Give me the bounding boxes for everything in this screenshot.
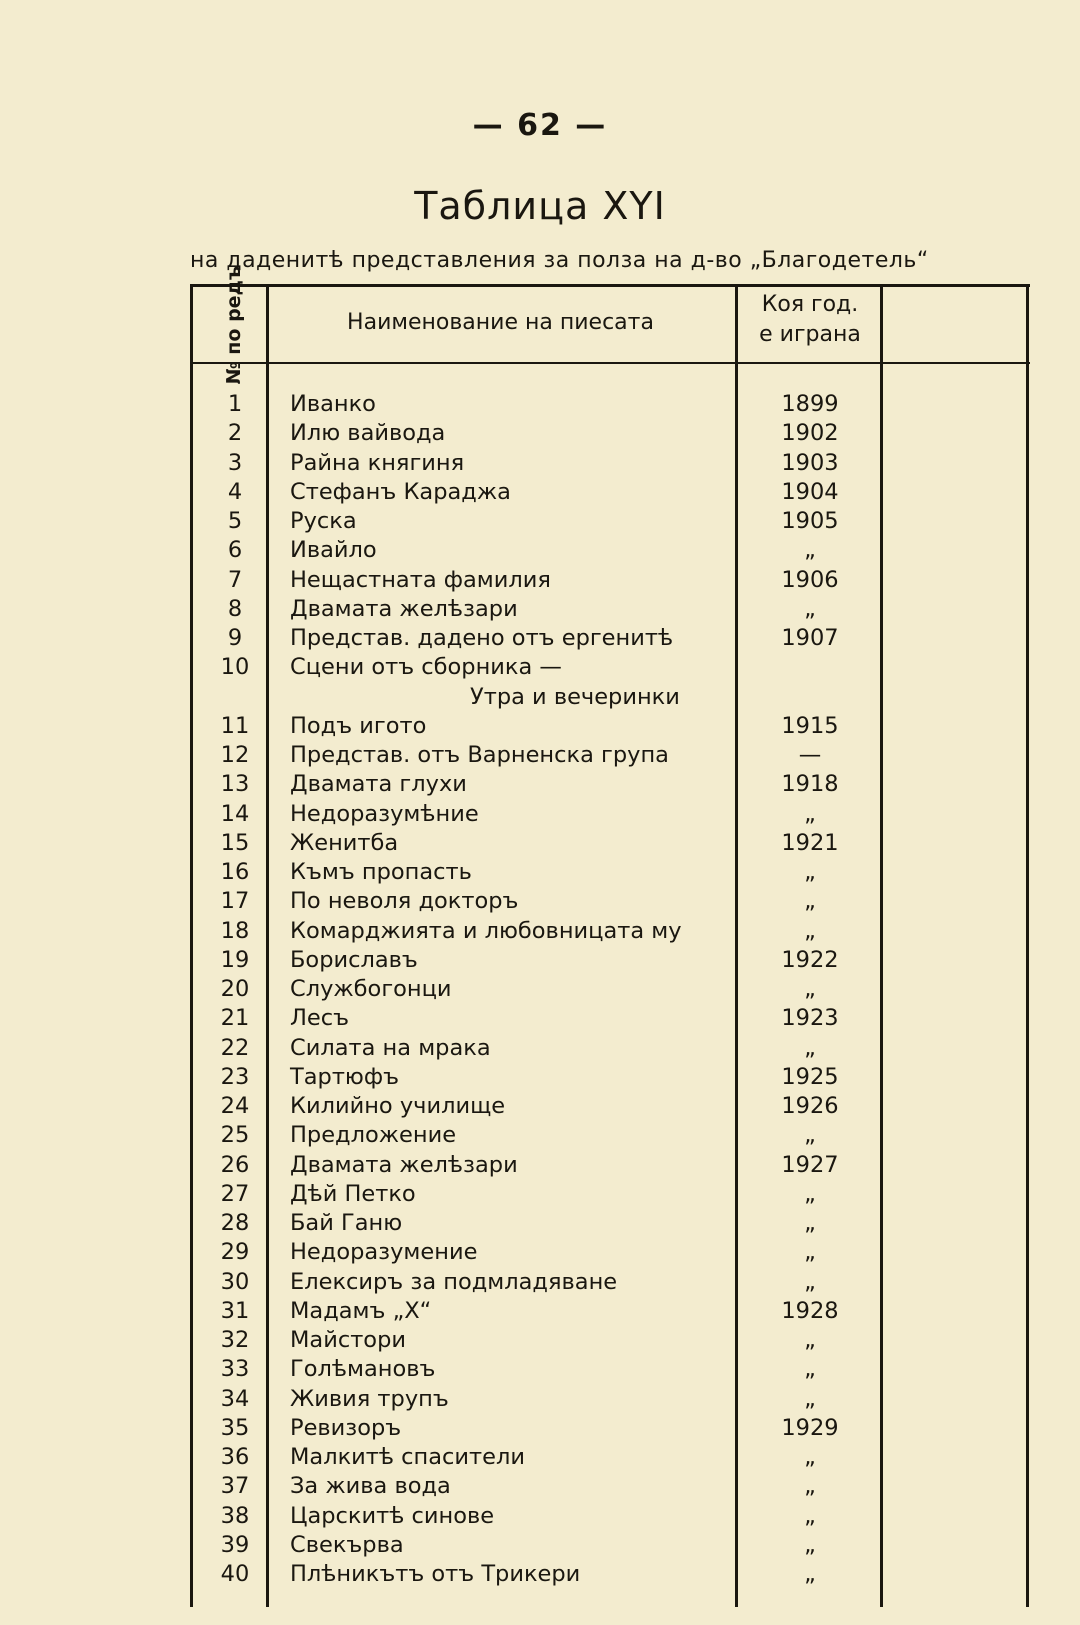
row-number: 25 [220, 1122, 250, 1148]
row-number: 5 [227, 508, 243, 534]
row-year: „ [804, 1122, 816, 1148]
row-year: 1905 [781, 508, 839, 534]
table-row [0, 1502, 1080, 1531]
row-number: 3 [227, 450, 243, 476]
table-row [0, 1531, 1080, 1560]
row-number: 35 [220, 1415, 250, 1441]
row-title: Бай Ганю [290, 1210, 403, 1236]
row-title: Елексиръ за подмладяване [290, 1269, 618, 1295]
row-number: 23 [220, 1064, 250, 1090]
row-number: 27 [220, 1181, 250, 1207]
row-year: „ [804, 1503, 816, 1529]
row-title: Двамата желѣзари [290, 596, 518, 622]
row-year: „ [804, 1327, 816, 1353]
row-year: „ [804, 976, 816, 1002]
row-title: Райна княгиня [290, 450, 465, 476]
row-year: „ [804, 1561, 816, 1587]
row-title: Иванко [290, 391, 376, 417]
header-year-line2: е играна [759, 322, 861, 347]
header-year-line1: Коя год. [761, 292, 859, 317]
table-row [0, 800, 1080, 829]
row-year: „ [804, 1239, 816, 1265]
table-row [0, 858, 1080, 887]
row-year: 1904 [781, 479, 839, 505]
row-number: 26 [220, 1152, 250, 1178]
row-number: 12 [220, 742, 250, 768]
row-title: Стефанъ Караджа [290, 479, 511, 505]
table-row [0, 595, 1080, 624]
row-number: 32 [220, 1327, 250, 1353]
row-title: Недоразумѣние [290, 801, 479, 827]
row-title: Ревизоръ [290, 1415, 402, 1441]
row-title: Представ. отъ Варненска група [290, 742, 669, 768]
row-year: 1906 [781, 567, 839, 593]
page-title: Таблица XYI [414, 184, 666, 228]
table-row [0, 887, 1080, 916]
table-row [0, 507, 1080, 536]
table-header-rule [190, 362, 1030, 364]
table-row [0, 1326, 1080, 1355]
row-title: Комарджията и любовницата му [290, 918, 682, 944]
row-number: 15 [220, 830, 250, 856]
row-title: Руска [290, 508, 357, 534]
row-title: Майстори [290, 1327, 406, 1353]
table-row [0, 478, 1080, 507]
row-number: 34 [220, 1386, 250, 1412]
row-title: Свекърва [290, 1532, 404, 1558]
row-number: 9 [227, 625, 243, 651]
row-title: Къмъ пропасть [290, 859, 472, 885]
row-year: „ [804, 918, 816, 944]
row-year: „ [804, 537, 816, 563]
row-year: 1929 [781, 1415, 839, 1441]
row-year: — [798, 742, 822, 768]
row-year: 1907 [781, 625, 839, 651]
row-year: „ [804, 1386, 816, 1412]
row-title: По неволя докторъ [290, 888, 519, 914]
row-title: Голѣмановъ [290, 1356, 436, 1382]
table-row [0, 624, 1080, 653]
row-title: Ивайло [290, 537, 377, 563]
row-number: 33 [220, 1356, 250, 1382]
row-year: 1921 [781, 830, 839, 856]
row-title: Тартюфъ [290, 1064, 399, 1090]
row-title: Малкитѣ спасители [290, 1444, 525, 1470]
row-title: Силата на мрака [290, 1035, 491, 1061]
table-row [0, 975, 1080, 1004]
row-number: 14 [220, 801, 250, 827]
table-row [0, 1121, 1080, 1150]
row-title: Предложение [290, 1122, 457, 1148]
row-number: 39 [220, 1532, 250, 1558]
row-title: Килийно училище [290, 1093, 506, 1119]
row-year: 1923 [781, 1005, 839, 1031]
table-row [0, 536, 1080, 565]
row-title: Недоразумение [290, 1239, 478, 1265]
row-number: 24 [220, 1093, 250, 1119]
row-10-continuation: Утра и вечеринки [470, 684, 680, 710]
row-number: 8 [227, 596, 243, 622]
table-row [0, 1443, 1080, 1472]
row-number: 22 [220, 1035, 250, 1061]
row-year: „ [804, 1269, 816, 1295]
row-year: 1918 [781, 771, 839, 797]
row-number: 10 [220, 654, 250, 680]
table-row [0, 712, 1080, 741]
row-number: 19 [220, 947, 250, 973]
table-row [0, 1004, 1080, 1033]
row-title: Мадамъ „Х“ [290, 1298, 432, 1324]
row-number: 37 [220, 1473, 250, 1499]
row-title: Подъ игото [290, 713, 427, 739]
row-year: 1922 [781, 947, 839, 973]
table-row [0, 1180, 1080, 1209]
table-row [0, 1297, 1080, 1326]
row-number: 40 [220, 1561, 250, 1587]
row-year: „ [804, 859, 816, 885]
table-row [0, 419, 1080, 448]
row-title: Представ. дадено отъ ергенитѣ [290, 625, 674, 651]
row-title: За жива вода [290, 1473, 451, 1499]
table-row [0, 1414, 1080, 1443]
row-year: 1926 [781, 1093, 839, 1119]
row-title: Илю вайвода [290, 420, 446, 446]
row-title: Бориславъ [290, 947, 418, 973]
row-number: 38 [220, 1503, 250, 1529]
row-year: 1899 [781, 391, 839, 417]
table-row [0, 1034, 1080, 1063]
row-number: 4 [227, 479, 243, 505]
table-row [0, 946, 1080, 975]
row-title: Дѣй Петко [290, 1181, 416, 1207]
row-year: „ [804, 596, 816, 622]
table-row [0, 1209, 1080, 1238]
header-name: Наименование на пиесата [347, 310, 654, 335]
table-row [0, 829, 1080, 858]
row-title: Царскитѣ синове [290, 1503, 495, 1529]
row-year: „ [804, 1532, 816, 1558]
page-number: — 62 — [472, 108, 608, 143]
table-row [0, 1355, 1080, 1384]
row-title: Двамата глухи [290, 771, 467, 797]
row-year: „ [804, 801, 816, 827]
header-number: № по редъ [223, 265, 246, 385]
row-year: „ [804, 1210, 816, 1236]
table-row [0, 1238, 1080, 1267]
row-year: „ [804, 1444, 816, 1470]
row-number: 18 [220, 918, 250, 944]
table-row [0, 449, 1080, 478]
row-year: „ [804, 1181, 816, 1207]
row-number: 13 [220, 771, 250, 797]
row-number: 6 [227, 537, 243, 563]
row-year: 1902 [781, 420, 839, 446]
row-year: 1927 [781, 1152, 839, 1178]
table-row [0, 770, 1080, 799]
row-title: Живия трупъ [290, 1386, 449, 1412]
row-year: „ [804, 1473, 816, 1499]
row-year: 1915 [781, 713, 839, 739]
row-number: 1 [227, 391, 243, 417]
row-number: 28 [220, 1210, 250, 1236]
row-year: „ [804, 1356, 816, 1382]
row-number: 21 [220, 1005, 250, 1031]
table-row [0, 1092, 1080, 1121]
row-year: „ [804, 1035, 816, 1061]
row-number: 20 [220, 976, 250, 1002]
header-year [740, 290, 880, 350]
row-title: Двамата желѣзари [290, 1152, 518, 1178]
table-row [0, 1560, 1080, 1589]
row-year: 1925 [781, 1064, 839, 1090]
row-title: Лесъ [290, 1005, 350, 1031]
row-number: 36 [220, 1444, 250, 1470]
table-row [0, 653, 1080, 682]
row-number: 16 [220, 859, 250, 885]
row-year: 1903 [781, 450, 839, 476]
table-row [0, 1151, 1080, 1180]
row-title: Нещастната фамилия [290, 567, 551, 593]
row-number: 17 [220, 888, 250, 914]
row-title: Службогонци [290, 976, 452, 1002]
table-row [0, 1385, 1080, 1414]
row-year: „ [804, 888, 816, 914]
table-row [0, 741, 1080, 770]
table-row [0, 390, 1080, 419]
row-number: 7 [227, 567, 243, 593]
row-number: 11 [220, 713, 250, 739]
table-row [0, 917, 1080, 946]
table-subtitle: на даденитѣ представления за полза на д-во „Благодетель“ [190, 248, 929, 273]
row-number: 31 [220, 1298, 250, 1324]
table-row [0, 1063, 1080, 1092]
row-year: 1928 [781, 1298, 839, 1324]
row-title: Женитба [290, 830, 399, 856]
table-row [0, 566, 1080, 595]
table-row [0, 1268, 1080, 1297]
row-title: Сцени отъ сборника — [290, 654, 562, 680]
row-number: 29 [220, 1239, 250, 1265]
row-number: 30 [220, 1269, 250, 1295]
row-title: Плѣникътъ отъ Трикери [290, 1561, 581, 1587]
row-number: 2 [227, 420, 243, 446]
table-top-rule [190, 284, 1030, 287]
table-row [0, 1472, 1080, 1501]
